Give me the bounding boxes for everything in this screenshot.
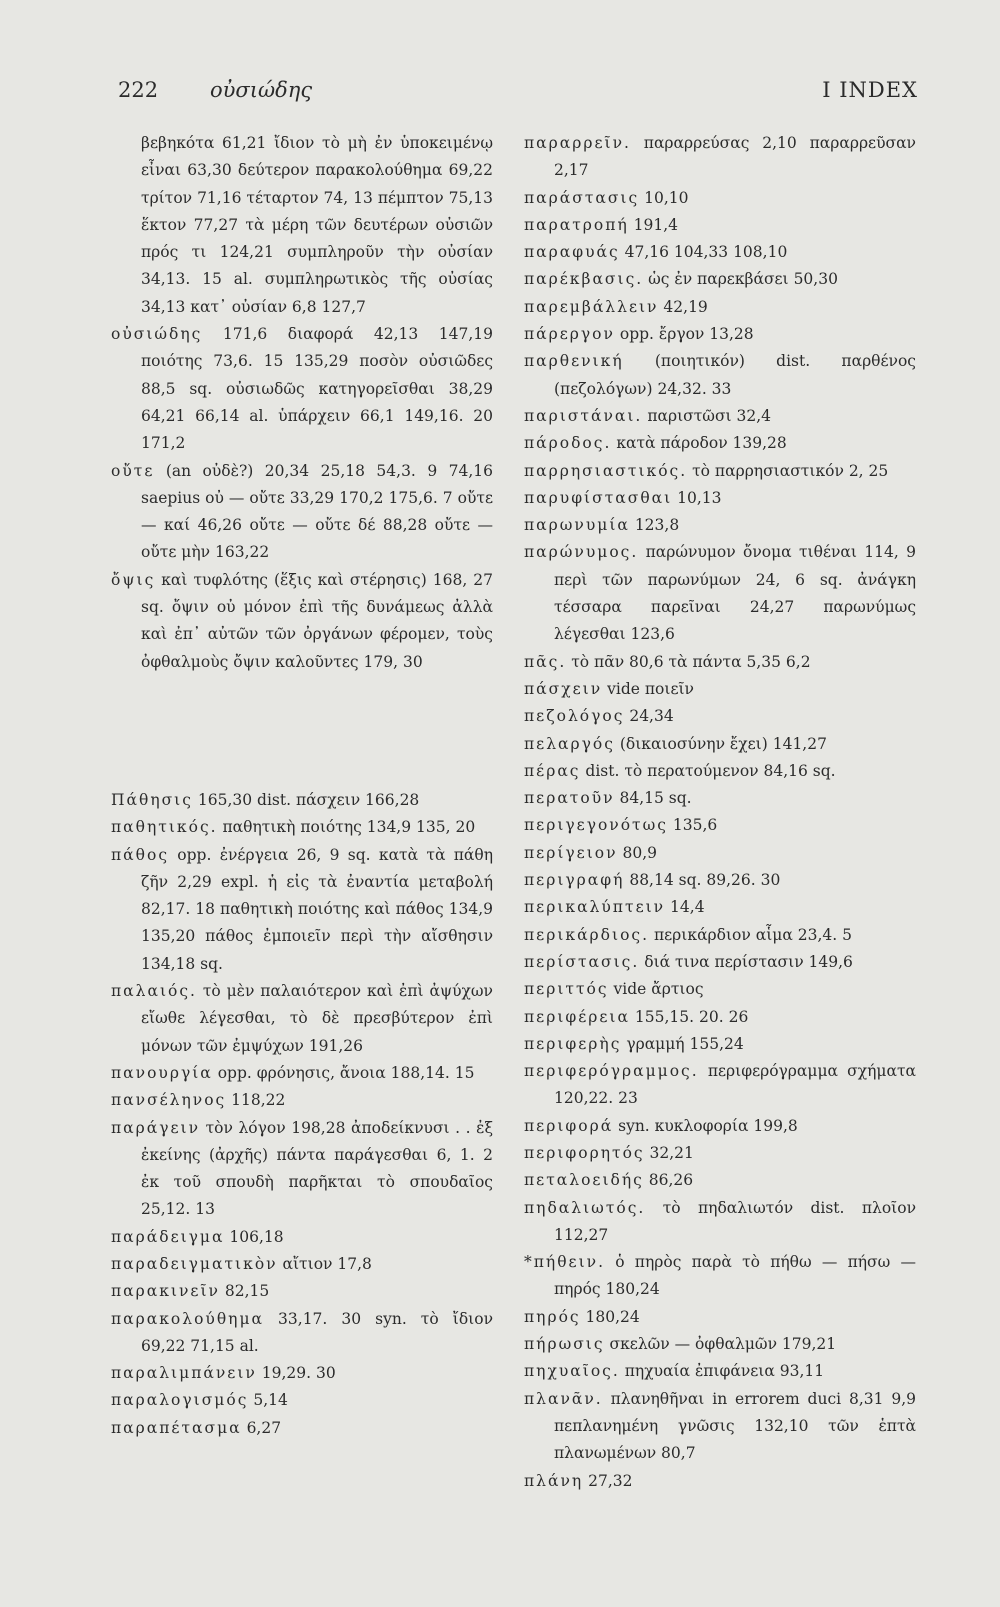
entry-references: ὡς ἐν παρεκβάσει 50,30 (648, 270, 838, 289)
entry-references: opp. ἔργον 13,28 (619, 325, 754, 344)
index-entry (524, 430, 916, 457)
index-entry (524, 867, 916, 894)
entry-headword: οὔτε (111, 461, 155, 480)
entry-references: 19,29. 30 (261, 1364, 336, 1383)
index-entry (524, 758, 916, 785)
entry-references: παρώνυμον ὄνομα τιθέναι 114, 9 περὶ τῶν παρωνύμων 24, 6 sq. ἀνάγκη τέσσαρα παρεῖναι 24,27 παρωνύμως λέγεσθαι 123,6 (554, 543, 916, 644)
entry-headword: παρωνυμία (524, 516, 630, 535)
entry-headword: παρρησιαστικός. (524, 461, 688, 480)
entry-headword: παραλογισμός (111, 1391, 249, 1410)
index-entry (524, 1140, 916, 1167)
entry-references: vide ἄρτιος (613, 980, 704, 999)
entry-references: 80,9 (622, 843, 657, 862)
entry-references: 14,4 (670, 898, 705, 917)
entry-headword: παραλιμπάνειν (111, 1364, 257, 1383)
entry-headword: πάροδος. (524, 434, 612, 453)
entry-headword: περικαλύπτειν (524, 898, 666, 917)
entry-headword: πέρας (524, 761, 581, 780)
index-entry (524, 812, 916, 839)
entry-references: 135,6 (672, 816, 718, 835)
entry-references: 123,8 (634, 516, 680, 535)
entry-references: 171,6 διαφορά 42,13 147,19 ποιότης 73,6. 15 135,29 ποσὸν οὐσιῶδες 88,5 sq. οὐσιωδῶς κατηγορεῖσθαι 38,29 64,21 66,14 al. ὑπάρχειν 66,1 149,16. 20 171,2 (141, 325, 494, 453)
index-entry (524, 294, 916, 321)
entry-references: τὸ πηδαλιωτόν dist. πλοῖον 112,27 (554, 1198, 916, 1244)
entry-references: 84,15 sq. (619, 789, 692, 808)
index-entry (524, 894, 916, 921)
entry-references: vide ποιεῖν (607, 679, 694, 698)
entry-headword: περιγεγονότως (524, 816, 668, 835)
running-head: οὐσιώδης (210, 78, 313, 102)
entry-references: 155,15. 20. 26 (634, 1007, 749, 1026)
entry-headword: περιφορητός (524, 1143, 645, 1162)
entry-headword: παραφυάς (524, 243, 620, 262)
page-header (118, 78, 918, 112)
entry-headword: περιττός (524, 980, 609, 999)
entry-headword: πᾶς. (524, 652, 567, 671)
entry-references: 88,14 sq. 89,26. 30 (629, 871, 781, 890)
index-entry (524, 1031, 916, 1058)
entry-headword: περίγειον (524, 843, 618, 862)
index-entry (524, 976, 916, 1003)
entry-headword: παραπέτασμα (111, 1418, 242, 1437)
index-entry (524, 649, 916, 676)
entry-headword: πανσέληνος (111, 1091, 227, 1110)
entry-references: αἴτιον 17,8 (282, 1254, 372, 1273)
entry-references: 10,13 (677, 488, 722, 507)
index-entry (111, 130, 493, 321)
index-entry (524, 485, 916, 512)
index-entry (524, 1167, 916, 1194)
entry-headword: παραρρεῖν. (524, 134, 631, 152)
entry-headword: περικάρδιος. (524, 925, 650, 944)
index-entry (111, 1415, 493, 1442)
entry-headword: παλαιός. (111, 982, 197, 1001)
section-gap (111, 676, 493, 787)
entry-references: κατὰ πάροδον 139,28 (616, 434, 787, 453)
entry-references: 10,10 (644, 188, 689, 207)
entry-references: παριστῶσι 32,4 (647, 406, 772, 425)
entry-references: (ποιητικόν) dist. παρθένος (πεζολόγων) 24,32. 33 (554, 352, 916, 398)
entry-references: βεβηκότα 61,21 ἴδιον τὸ μὴ ἐν ὑποκειμένῳ εἶναι 63,30 δεύτερον παρακολούθημα 69,22 τρίτον 71,16 τέταρτον 74, 13 πέμπτον 75,13 ἕκτον 77,27 τὰ μέρη τῶν δευτέρων οὐσιῶν πρός τι 124,21 συμπληροῦν τὴν οὐσίαν 34,13. 15 al. συμπληρωτικὸς τῆς οὐσίας 34,13 κατ᾽ οὐσίαν 6,8 127,7 (141, 134, 493, 316)
entry-headword: πάσχειν (524, 679, 603, 698)
entry-references: opp. φρόνησις, ἄνοια 188,14. 15 (217, 1063, 475, 1082)
entry-headword: παρώνυμος. (524, 543, 639, 562)
entry-references: (an οὐδὲ?) 20,34 25,18 54,3. 9 74,16 saepius οὐ — οὔτε 33,29 170,2 175,6. 7 οὔτε — καί 46,26 οὔτε — οὔτε δέ 88,28 οὔτε — οὔτε μὴν 163,22 (141, 461, 494, 562)
index-entry (111, 567, 493, 676)
entry-headword: περιγραφή (524, 871, 625, 890)
index-entry (111, 978, 493, 1060)
entry-references: παθητικὴ ποιότης 134,9 135, 20 (222, 818, 476, 837)
entry-references: 33,17. 30 syn. τὸ ἴδιον 69,22 71,15 al. (141, 1309, 493, 1355)
entry-references: παραρρεύσας 2,10 παραρρεῦσαν 2,17 (554, 134, 916, 180)
index-entry (524, 539, 916, 648)
entry-headword: πηρός (524, 1307, 581, 1326)
index-entry (524, 321, 916, 348)
entry-references: 47,16 104,33 108,10 (624, 243, 788, 262)
entry-references: dist. τὸ περατούμενον 84,16 sq. (585, 761, 836, 780)
entry-references: 165,30 dist. πάσχειν 166,28 (197, 790, 420, 809)
index-entry (111, 814, 493, 841)
index-entry (524, 1113, 916, 1140)
entry-references: τὸ πᾶν 80,6 τὰ πάντα 5,35 6,2 (571, 652, 811, 671)
entry-headword: παράγειν (111, 1118, 201, 1137)
entry-headword: περίστασις. (524, 952, 640, 971)
entry-references: πηχυαία ἐπιφάνεια 93,11 (624, 1362, 825, 1381)
index-entry (111, 458, 493, 567)
entry-references: 6,27 (246, 1418, 282, 1437)
entry-references: 32,21 (649, 1143, 694, 1162)
entry-headword: παθητικός. (111, 818, 218, 837)
entry-headword: πεζολόγος (524, 707, 625, 726)
entry-references: τὸ μὲν παλαιότερον καὶ ἐπὶ ἀψύχων εἴωθε λέγεσθαι, τὸ δὲ πρεσβύτερον ἐπὶ μόνων τῶν ἐμψύχων 191,26 (141, 982, 493, 1055)
index-entry (111, 1115, 493, 1224)
entry-headword: πανουργία (111, 1063, 213, 1082)
index-entry (524, 348, 916, 403)
entry-headword: πλανᾶν. (524, 1389, 603, 1408)
entry-headword: περιφερὴς (524, 1034, 622, 1053)
index-entry (524, 130, 916, 185)
entry-headword: Πάθησις (111, 790, 193, 809)
entry-references: σκελῶν — ὀφθαλμῶν 179,21 (609, 1335, 837, 1354)
entry-references: τὸν λόγον 198,28 ἀποδείκνυσι . . ἐξ ἐκείνης (ἀρχῆς) πάντα παράγεσθαι 6, 1. 2 ἐκ τοῦ σπουδὴ παρῆκται τὸ σπουδαῖος 25,12. 13 (141, 1118, 493, 1219)
index-entry (524, 840, 916, 867)
index-entry (524, 949, 916, 976)
entry-headword: περατοῦν (524, 789, 615, 808)
entry-headword: ὄψις (111, 570, 156, 589)
index-entry (111, 1060, 493, 1087)
entry-references: 24,34 (629, 707, 674, 726)
index-entry (524, 1386, 916, 1468)
entry-references: 5,14 (253, 1391, 288, 1410)
entry-references: 27,32 (588, 1471, 633, 1490)
entry-references: τὸ παρρησιαστικόν 2, 25 (692, 461, 889, 480)
entry-headword: πηδαλιωτός. (524, 1198, 646, 1217)
entry-references: 180,24 (585, 1307, 640, 1326)
entry-headword: πεταλοειδής (524, 1171, 644, 1190)
entry-references: 86,26 (648, 1171, 694, 1190)
section-title: I INDEX (822, 78, 918, 102)
entry-references: 106,18 (229, 1227, 284, 1246)
index-entry (524, 703, 916, 730)
index-entry (524, 1195, 916, 1250)
entry-headword: παριστάναι. (524, 406, 643, 425)
entry-headword: παρέκβασις. (524, 270, 644, 289)
page-number: 222 (118, 78, 159, 102)
entry-references: ὁ πηρὸς παρὰ τὸ πήθω — πήσω — πηρός 180,24 (554, 1253, 916, 1299)
entry-headword: παρυφίστασθαι (524, 488, 673, 507)
index-entry (524, 1004, 916, 1031)
index-entry (524, 1304, 916, 1331)
index-entry (524, 239, 916, 266)
entry-references: 42,19 (663, 297, 708, 316)
index-entry (111, 1224, 493, 1251)
entry-headword: περιφέρεια (524, 1007, 630, 1026)
index-entry (524, 1468, 916, 1495)
entry-headword: παρακινεῖν (111, 1282, 220, 1301)
entry-headword: περιφορά (524, 1116, 614, 1135)
index-entry (524, 512, 916, 539)
entry-references: γραμμή 155,24 (626, 1034, 744, 1053)
entry-references: περιφερόγραμμα σχήματα 120,22. 23 (554, 1062, 916, 1108)
index-entry (524, 266, 916, 293)
entry-references: διά τινα περίστασιν 149,6 (644, 952, 853, 971)
index-entry (524, 731, 916, 758)
index-entry (524, 185, 916, 212)
index-entry (524, 676, 916, 703)
right-column (524, 130, 916, 1495)
index-entry (111, 1306, 493, 1361)
entry-headword: παρατροπή (524, 215, 629, 234)
entry-references: 191,4 (633, 215, 679, 234)
entry-headword: πάρεργον (524, 325, 615, 344)
entry-headword: *πήθειν. (524, 1253, 606, 1272)
index-entry (111, 321, 493, 457)
entry-references: 118,22 (231, 1091, 286, 1110)
index-entry (524, 1331, 916, 1358)
index-entry (111, 1251, 493, 1278)
entry-headword: πελαργός (524, 734, 615, 753)
entry-headword: πάθος (111, 845, 169, 864)
index-entry (524, 785, 916, 812)
entry-references: opp. ἐνέργεια 26, 9 sq. κατὰ τὰ πάθη ζῆν 2,29 expl. ἡ εἰς τὰ ἐναντία μεταβολή 82,17. 18 παθητικὴ ποιότης καὶ πάθος 134,9 135,20 πάθος ἐμποιεῖν περὶ τὴν αἴσθησιν 134,18 sq. (141, 845, 493, 973)
index-entry (524, 212, 916, 239)
entry-references: πλανηθῆναι in errorem duci 8,31 9,9 πεπλανημένη γνῶσις 132,10 τῶν ἑπτὰ πλανωμένων 80,7 (554, 1389, 916, 1463)
index-entry (524, 922, 916, 949)
entry-references: 82,15 (224, 1282, 270, 1301)
entry-headword: περιφερόγραμμος. (524, 1062, 699, 1081)
index-entry (111, 842, 493, 978)
entry-headword: παρακολούθημα (111, 1309, 264, 1328)
entry-headword: παρθενική (524, 352, 624, 371)
entry-headword: παρεμβάλλειν (524, 297, 659, 316)
entry-references: περικάρδιον αἷμα 23,4. 5 (653, 925, 852, 944)
entry-headword: πλάνη (524, 1471, 584, 1490)
index-entry (524, 1358, 916, 1385)
entry-references: syn. κυκλοφορία 199,8 (618, 1116, 798, 1135)
entry-headword: πηχυαῖος. (524, 1362, 620, 1381)
entry-references: καὶ τυφλότης (ἕξις καὶ στέρησις) 168, 27 sq. ὄψιν οὐ μόνον ἐπὶ τῆς δυνάμεως ἀλλὰ καὶ ἐπ᾽ αὐτῶν τῶν ὀργάνων φέρομεν, τοὺς ὀφθαλμοὺς ὄψιν καλοῦντες 179, 30 (141, 570, 493, 671)
index-entry (111, 1278, 493, 1305)
index-entry (111, 1387, 493, 1414)
index-entry (524, 458, 916, 485)
entry-headword: οὐσιώδης (111, 325, 203, 344)
index-entry (524, 1058, 916, 1113)
index-entry (111, 1360, 493, 1387)
entry-headword: παράστασις (524, 188, 640, 207)
index-entry (524, 1249, 916, 1304)
index-entry (524, 403, 916, 430)
index-entry (111, 787, 493, 814)
entry-references: (δικαιοσύνην ἔχει) 141,27 (619, 734, 827, 753)
entry-headword: πήρωσις (524, 1335, 605, 1354)
left-column (111, 130, 493, 1442)
entry-headword: παραδειγματικὸν (111, 1254, 278, 1273)
index-entry (111, 1087, 493, 1114)
entry-headword: παράδειγμα (111, 1227, 225, 1246)
